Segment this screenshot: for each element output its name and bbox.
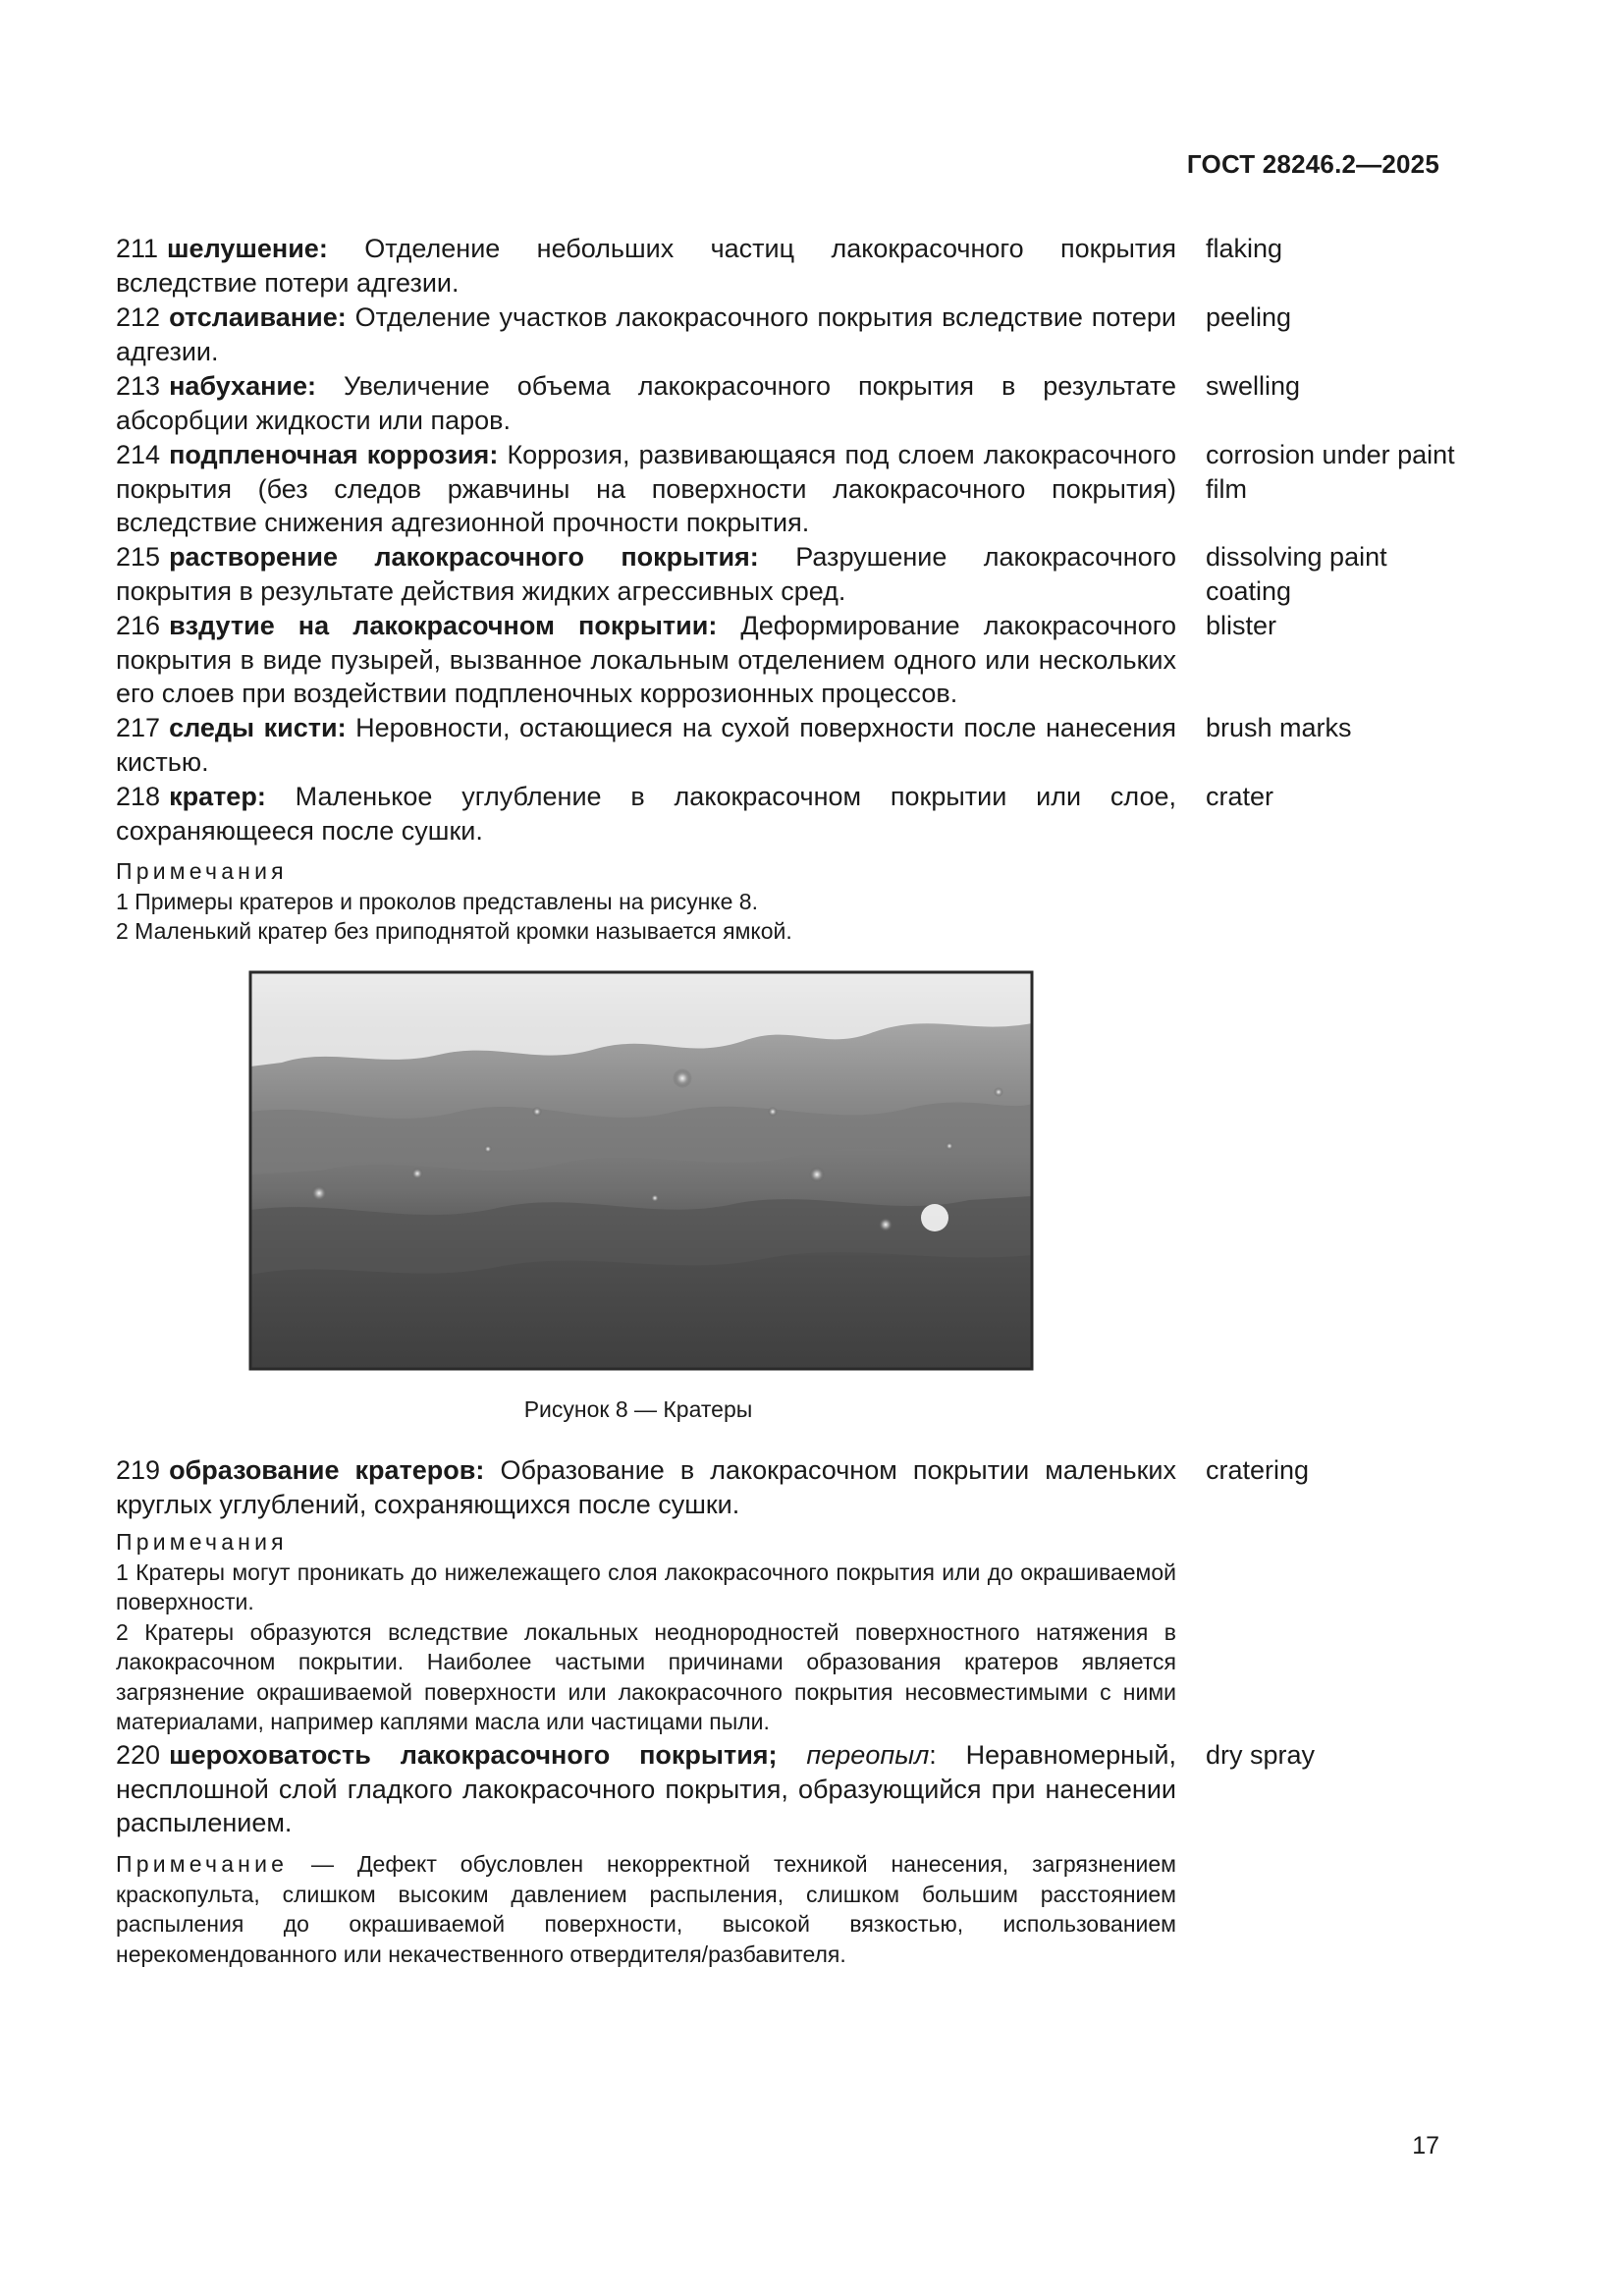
entry-term: подпленочная коррозия: <box>169 440 499 469</box>
entry-text <box>116 232 1176 300</box>
entry-english-term: peeling <box>1206 302 1292 332</box>
term-entry-219 <box>116 1453 1451 1521</box>
entry-text <box>116 301 1176 368</box>
entry-english-term: swelling <box>1206 371 1301 401</box>
entry-definition: Неравномерный, несплошной слой гладкого лакокрасочного покрытия, образующийся при нанесении распылением. <box>116 1740 1176 1837</box>
standard-header: ГОСТ 28246.2—2025 <box>1186 149 1439 179</box>
entry-english-term: flaking <box>1206 234 1283 263</box>
page-number: 17 <box>1412 2132 1439 2159</box>
entry-term: шелушение: <box>167 234 328 263</box>
entry-definition: Неровности, остающиеся на сухой поверхности после нанесения кистью. <box>116 713 1176 777</box>
entry-term: отслаивание: <box>169 302 347 332</box>
entry-definition: Разрушение лакокрасочного покрытия в результате действия жидких агрессивных сред. <box>116 542 1176 606</box>
entry-term: растворение лакокрасочного покрытия: <box>169 542 759 572</box>
entry-number: 215 <box>116 542 161 572</box>
entry-text: 220 шероховатость лакокрасочного покрытия; переопыл: Неравномерный, несплошной слой гладкого лакокрасочного покрытия, образующийся при нанесении распылением. <box>116 1740 1176 1837</box>
entry-number: 211 <box>116 234 159 263</box>
entry-english-term: dissolving paint coating <box>1206 542 1387 606</box>
entry-english-term: blister <box>1206 611 1277 640</box>
note-220 <box>116 1849 1176 1969</box>
entry-number: 213 <box>116 371 161 401</box>
notes-218 <box>116 856 1176 947</box>
term-entry-220 <box>116 1738 1451 1840</box>
entry-definition: Увеличение объема лакокрасочного покрытия в результате абсорбции жидкости или паров. <box>116 371 1176 435</box>
entry-term: набухание: <box>169 371 316 401</box>
craters-photo <box>243 964 1040 1377</box>
term-entry-212 <box>116 301 1451 368</box>
craters-photo-graphic <box>243 964 1040 1377</box>
entry-definition: Образование в лакокрасочном покрытии маленьких круглых углублений, сохраняющихся после сушки. <box>116 1455 1176 1519</box>
entry-number: 218 <box>116 782 161 811</box>
term-entry-217 <box>116 711 1451 779</box>
figure-caption: Рисунок 8 — Кратеры <box>523 1396 753 1422</box>
term-entry-214 <box>116 438 1455 540</box>
entry-term: образование кратеров: <box>169 1455 485 1485</box>
entry-english-term: crater <box>1206 782 1274 811</box>
entry-number: 216 <box>116 611 161 640</box>
entry-number: 220 <box>116 1740 161 1770</box>
term-entry-216 <box>116 609 1451 711</box>
entry-term: шероховатость лакокрасочного покрытия; <box>169 1740 778 1770</box>
entry-definition: Отделение участков лакокрасочного покрытия вследствие потери адгезии. <box>116 302 1176 366</box>
term-entry-215 <box>116 540 1451 608</box>
note-item: 2 Маленький кратер без приподнятой кромки называется ямкой. <box>116 918 792 944</box>
entry-text <box>116 540 1176 608</box>
term-entry-218 <box>116 780 1451 847</box>
entry-number: 212 <box>116 302 161 332</box>
entry-number: 217 <box>116 713 161 742</box>
entry-text <box>116 609 1176 711</box>
note-item: 1 Кратеры могут проникать до нижележащего слоя лакокрасочного покрытия или до окрашиваемой поверхности. <box>116 1558 1176 1614</box>
notes-heading: Примечание <box>116 1851 289 1877</box>
entry-english-term: brush marks <box>1206 713 1352 742</box>
entry-number: 214 <box>116 440 161 469</box>
term-entry-211 <box>116 232 1451 300</box>
entry-term: следы кисти: <box>169 713 347 742</box>
entry-text <box>116 711 1176 779</box>
entry-definition: Маленькое углубление в лакокрасочном покрытии или слое, сохраняющееся после сушки. <box>116 782 1176 846</box>
term-entry-213 <box>116 369 1451 437</box>
entry-text <box>116 780 1176 847</box>
entry-definition: Коррозия, развивающаяся под слоем лакокрасочного покрытия (без следов ржавчины на поверхности лакокрасочного покрытия) вследствие снижения адгезионной прочности покрытия. <box>116 440 1176 537</box>
notes-219 <box>116 1527 1176 1737</box>
entry-number: 219 <box>116 1455 161 1485</box>
entry-alt-term: переопыл <box>806 1740 930 1770</box>
entry-term: кратер: <box>169 782 266 811</box>
note-item: 2 Кратеры образуются вследствие локальных неоднородностей поверхностного натяжения в лакокрасочном покрытии. Наиболее частыми причинами образования кратеров является загрязнение окрашиваемой поверхности или лакокрасочного покрытия несовместимыми с ними материалами, например каплями масла или частицами пыли. <box>116 1618 1176 1734</box>
entry-text <box>116 369 1176 437</box>
entry-english-term: cratering <box>1206 1455 1310 1485</box>
notes-heading: Примечания <box>116 858 288 884</box>
entry-definition: Отделение небольших частиц лакокрасочного покрытия вследствие потери адгезии. <box>116 234 1176 298</box>
entry-term: вздутие на лакокрасочном покрытии: <box>169 611 718 640</box>
note-text: — Дефект обусловлен некорректной техникой нанесения, загрязнением краскопульта, слишком высоким давлением распыления, слишком большим расстоянием распыления до окрашиваемой поверхности, высокой вязкостью, использованием нерекомендованного или некачественного отвердителя/разбавителя. <box>116 1851 1176 1967</box>
entry-definition: Деформирование лакокрасочного покрытия в виде пузырей, вызванное локальным отделением одного или нескольких его слоев при воздействии подпленочных коррозионных процессов. <box>116 611 1177 708</box>
entry-english-term: corrosion under paint film <box>1206 440 1455 504</box>
notes-heading: Примечания <box>116 1529 288 1555</box>
entry-text <box>116 1453 1176 1521</box>
entry-text <box>116 438 1176 540</box>
entry-english-term: dry spray <box>1206 1740 1316 1770</box>
note-item: 1 Примеры кратеров и проколов представлены на рисунке 8. <box>116 888 758 914</box>
